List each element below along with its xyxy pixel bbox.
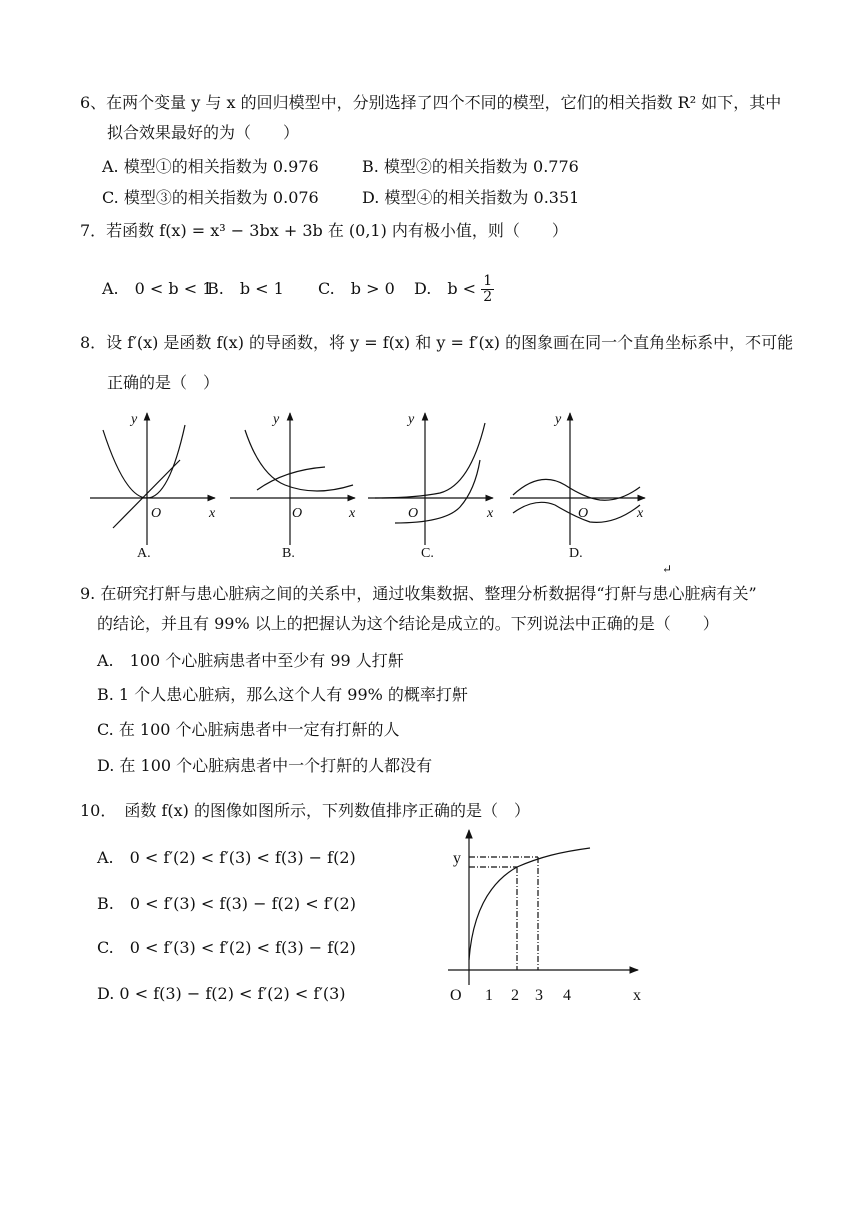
q8-graph-c bbox=[368, 413, 493, 545]
q6-option-d: D. 模型④的相关指数为 0.351 bbox=[362, 188, 580, 207]
q10-tick-1: 1 bbox=[485, 987, 493, 1004]
q6-option-c: C. 模型③的相关指数为 0.076 bbox=[102, 188, 319, 207]
q10-option-b: B. 0 < f′(3) < f(3) − f(2) < f′(2) bbox=[97, 894, 356, 913]
q9-option-b: B. 1 个人患心脏病，那么这个人有 99% 的概率打鼾 bbox=[97, 685, 468, 704]
q7-stem: 7．若函数 f(x) = x³ − 3bx + 3b 在 (0,1) 内有极小值，则（ ） bbox=[80, 221, 568, 240]
q7-option-b: B. b < 1 bbox=[207, 279, 284, 298]
q8-stem-line2: 正确的是（ ） bbox=[107, 373, 220, 392]
q10-tick-4: 4 bbox=[563, 987, 571, 1004]
q8-b-y-label: y bbox=[273, 412, 280, 427]
q6-option-b: B. 模型②的相关指数为 0.776 bbox=[362, 157, 579, 176]
q9-option-a: A. 100 个心脏病患者中至少有 99 人打鼾 bbox=[97, 651, 404, 670]
q10-option-c: C. 0 < f′(3) < f′(2) < f(3) − f(2) bbox=[97, 938, 356, 957]
q10-curve bbox=[469, 848, 590, 960]
q8-label-d: D. bbox=[569, 546, 583, 561]
q10-y-label: y bbox=[453, 850, 461, 867]
q9-option-c: C. 在 100 个心脏病患者中一定有打鼾的人 bbox=[97, 720, 400, 739]
q8-stem-line1: 8．设 f′(x) 是函数 f(x) 的导函数，将 y = f(x) 和 y = f′(x) 的图象画在同一个直角坐标系中，不可能 bbox=[80, 333, 794, 352]
q8-graphs bbox=[85, 405, 670, 565]
q8-c-x-label: x bbox=[487, 506, 494, 521]
q8-label-b: B. bbox=[282, 546, 295, 561]
q8-label-a: A. bbox=[137, 546, 151, 561]
q7-option-a: A. 0 < b < 1 bbox=[102, 279, 213, 298]
q8-a-origin: O bbox=[151, 506, 162, 521]
q10-graph bbox=[440, 825, 660, 1010]
q8-graph-d bbox=[510, 413, 645, 545]
q10-tick-3: 3 bbox=[535, 987, 543, 1004]
q7-fraction-numerator: 1 bbox=[483, 273, 493, 289]
q8-c-origin: O bbox=[408, 506, 419, 521]
q10-origin: O bbox=[450, 987, 462, 1004]
q8-label-c: C. bbox=[421, 546, 434, 561]
q8-d-x-label: x bbox=[637, 506, 644, 521]
q9-stem-line2: 的结论，并且有 99% 以上的把握认为这个结论是成立的。下列说法中正确的是（ ） bbox=[97, 614, 719, 633]
q8-graph-b bbox=[230, 413, 355, 545]
q8-b-origin: O bbox=[292, 506, 303, 521]
q6-option-a: A. 模型①的相关指数为 0.976 bbox=[102, 157, 319, 176]
q8-d-origin: O bbox=[578, 506, 589, 521]
q8-c-y-label: y bbox=[408, 412, 415, 427]
q8-graph-a bbox=[90, 413, 215, 545]
q9-stem-line1: 9. 在研究打鼾与患心脏病之间的关系中，通过收集数据、整理分析数据得“打鼾与患心脏病有关” bbox=[80, 584, 757, 603]
q9-option-d: D. 在 100 个心脏病患者中一个打鼾的人都没有 bbox=[97, 756, 433, 775]
q6-stem-line1: 6、在两个变量 y 与 x 的回归模型中，分别选择了四个不同的模型，它们的相关指数 R² 如下，其中 bbox=[80, 93, 782, 112]
q10-guides bbox=[469, 857, 538, 970]
q8-d-y-label: y bbox=[555, 412, 562, 427]
q10-stem: 10． 函数 f(x) 的图像如图所示，下列数值排序正确的是（ ） bbox=[80, 801, 530, 820]
q8-a-y-label: y bbox=[131, 412, 138, 427]
q10-x-label: x bbox=[633, 987, 641, 1004]
q10-option-d: D. 0 < f(3) − f(2) < f′(2) < f′(3) bbox=[97, 984, 346, 1003]
q6-stem-line2: 拟合效果最好的为（ ） bbox=[107, 123, 300, 142]
q10-option-a: A. 0 < f′(2) < f′(3) < f(3) − f(2) bbox=[97, 848, 356, 867]
q7-option-d-label: D. b < bbox=[414, 279, 477, 298]
q7-option-d-fraction bbox=[481, 274, 494, 305]
q7-fraction-denominator: 2 bbox=[483, 289, 493, 305]
q10-tick-2: 2 bbox=[511, 987, 519, 1004]
q8-b-x-label: x bbox=[349, 506, 356, 521]
paragraph-mark: ↵ bbox=[662, 562, 673, 576]
q8-a-x-label: x bbox=[209, 506, 216, 521]
q7-option-d bbox=[414, 268, 494, 310]
q7-option-c: C. b > 0 bbox=[318, 279, 395, 298]
